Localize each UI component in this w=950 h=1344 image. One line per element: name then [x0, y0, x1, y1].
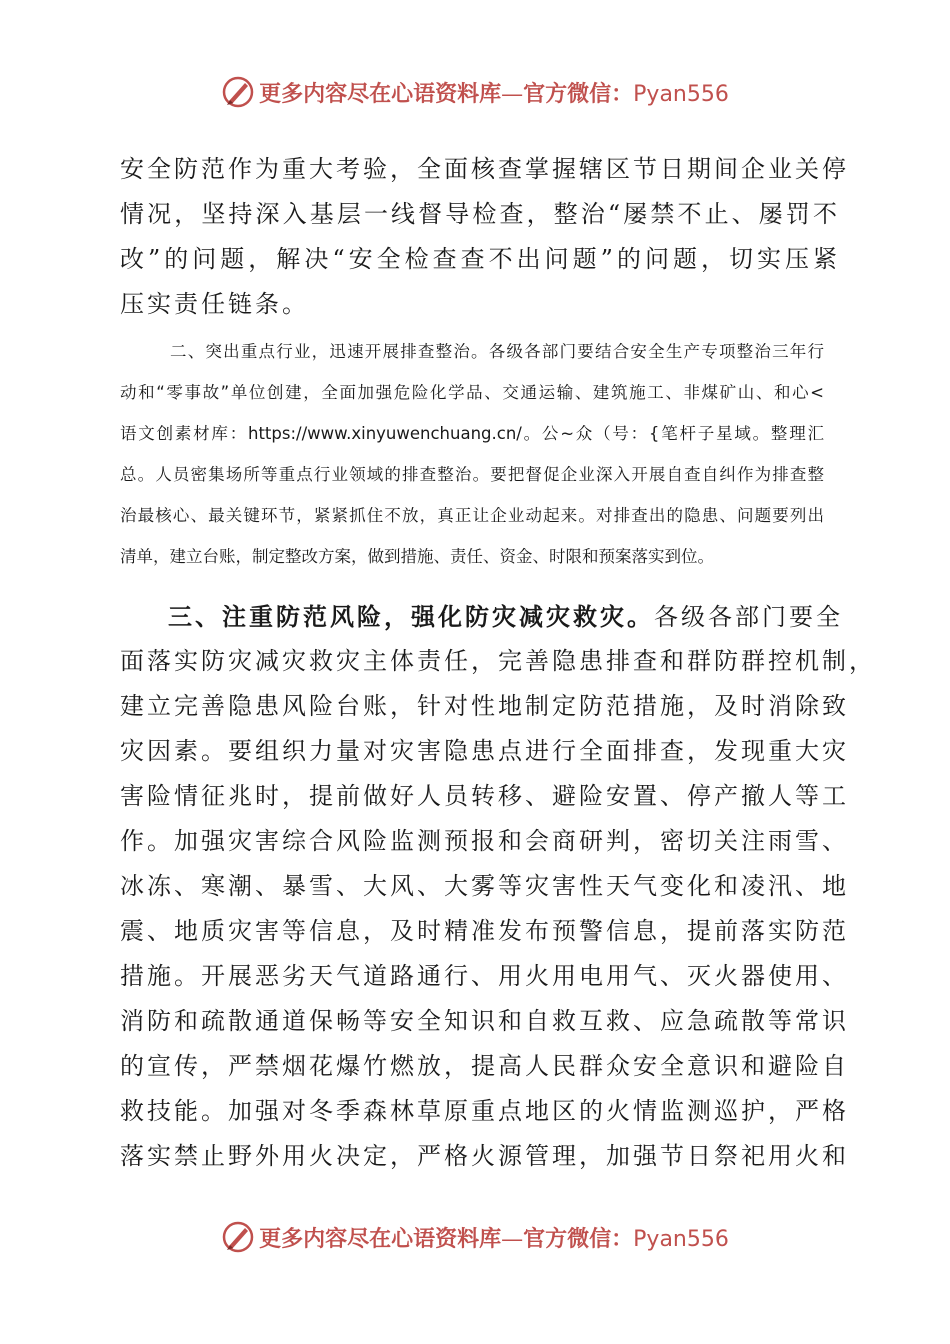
watermark-banner-bottom — [0, 1215, 950, 1259]
text-line: 语文创素材库：https://www.xinyuwenchuang.cn/。公~众（号：{笔杆子星域。整理汇 — [120, 424, 824, 443]
text-line: 清单，建立台账，制定整改方案，做到措施、责任、资金、时限和预案落实到位。 — [120, 547, 714, 566]
text-line: 总。人员密集场所等重点行业领域的排查整治。要把督促企业深入开展自查自纠作为排查整 — [120, 465, 824, 484]
section-heading: 三、注重防范风险，强化防灾减灾救灾。 — [168, 602, 654, 631]
watermark-text — [259, 77, 729, 108]
watermark-dash: — — [501, 81, 524, 107]
text-line: 面落实防灾减灾救灾主体责任，完善隐患排查和群防群控机制， — [120, 647, 876, 675]
heading-rest: 各级各部门要全 — [654, 603, 843, 631]
brush-logo-icon — [221, 1220, 255, 1254]
text-line: 二、突出重点行业，迅速开展排查整治。各级各部门要结合安全生产专项整治三年行 — [170, 342, 824, 361]
text-line-first — [120, 594, 843, 639]
watermark-label: 官方微信： — [523, 1225, 634, 1252]
watermark-dash: — — [501, 1226, 524, 1252]
watermark-brand: 更多内容尽在心语资料库 — [259, 1225, 502, 1252]
text-line: 落实禁止野外用火决定，严格火源管理，加强节日祭祀用火和 — [120, 1142, 849, 1170]
paragraph-continuation — [120, 147, 849, 327]
text-line: 救技能。加强对冬季森林草原重点地区的火情监测巡护，严格 — [120, 1097, 849, 1125]
text-line: 压实责任链条。 — [120, 290, 309, 318]
watermark-banner-top — [0, 70, 950, 114]
watermark-text — [259, 1222, 729, 1253]
text-line: 的宣传，严禁烟花爆竹燃放，提高人民群众安全意识和避险自 — [120, 1052, 849, 1080]
text-line: 动和“零事故”单位创建，全面加强危险化学品、交通运输、建筑施工、非煤矿山、和心< — [120, 383, 824, 402]
watermark-label: 官方微信： — [523, 80, 634, 107]
brush-logo-icon — [221, 75, 255, 109]
text-line: 作。加强灾害综合风险监测预报和会商研判，密切关注雨雪、 — [120, 827, 849, 855]
paragraph-key-industries — [120, 331, 824, 577]
watermark-account: Pyan556 — [633, 1226, 729, 1252]
text-line: 震、地质灾害等信息，及时精准发布预警信息，提前落实防范 — [120, 917, 849, 945]
paragraph-disaster-prevention — [120, 594, 876, 1179]
text-line: 灾因素。要组织力量对灾害隐患点进行全面排查，发现重大灾 — [120, 737, 849, 765]
text-line: 害险情征兆时，提前做好人员转移、避险安置、停产撤人等工 — [120, 782, 849, 810]
text-line: 冰冻、寒潮、暴雪、大风、大雾等灾害性天气变化和凌汛、地 — [120, 872, 849, 900]
text-line: 措施。开展恶劣天气道路通行、用火用电用气、灭火器使用、 — [120, 962, 849, 990]
text-line: 消防和疏散通道保畅等安全知识和自救互救、应急疏散等常识 — [120, 1007, 849, 1035]
text-line: 改”的问题，解决“安全检查查不出问题”的问题，切实压紧 — [120, 245, 840, 273]
text-line: 情况，坚持深入基层一线督导检查，整治“屡禁不止、屡罚不 — [120, 200, 840, 228]
watermark-account: Pyan556 — [633, 81, 729, 107]
text-line: 安全防范作为重大考验，全面核查掌握辖区节日期间企业关停 — [120, 155, 849, 183]
text-line: 建立完善隐患风险台账，针对性地制定防范措施，及时消除致 — [120, 692, 849, 720]
text-line: 治最核心、最关键环节，紧紧抓住不放，真正让企业动起来。对排查出的隐患、问题要列出 — [120, 506, 824, 525]
watermark-brand: 更多内容尽在心语资料库 — [259, 80, 502, 107]
